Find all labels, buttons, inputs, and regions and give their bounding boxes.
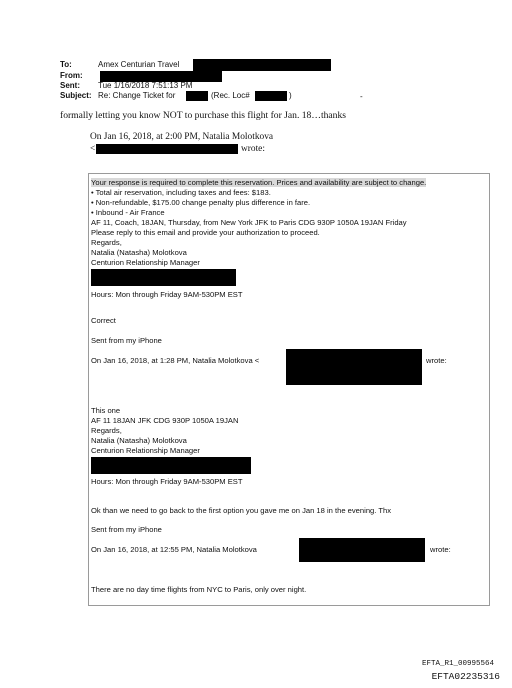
message1-bullet-total: • Total air reservation, including taxes and fees: $183. [91,188,271,197]
message3-flight: AF 11 18JAN JFK CDG 930P 1050A 19JAN [91,416,239,425]
subject-row [60,91,175,101]
message2-on-line: On Jan 16, 2018, at 1:28 PM, Natalia Molotkova < [91,356,260,365]
message1-reply-request: Please reply to this email and provide your authorization to proceed. [91,228,320,237]
to-label: To: [60,60,72,69]
stray-mark: - [360,92,363,101]
sent-row [60,81,192,91]
redaction-rec-loc [255,91,287,101]
subject-label: Subject: [60,91,92,100]
message1-name: Natalia (Natasha) Molotkova [91,248,187,257]
quote-intro-wrote: wrote: [241,144,265,154]
redaction-signature-2 [91,457,251,474]
redaction-signature-1 [91,269,236,286]
quote-intro-open: < [90,144,96,154]
redaction-subject-name [186,91,208,101]
message1-title: Centurion Relationship Manager [91,258,200,267]
footer-ref-1: EFTA_R1_00995564 [421,660,494,668]
message3-hours: Hours: Mon through Friday 9AM-530PM EST [91,477,243,486]
redaction-email [96,144,238,154]
message4-sent-from: Sent from my iPhone [91,525,162,534]
message1-bullet-inbound: • Inbound - Air France [91,208,165,217]
subject-mid: (Rec. Loc# [211,91,250,100]
message2-wrote: wrote: [426,356,447,365]
subject-prefix: Re: Change Ticket for [98,91,176,100]
subject-suffix: ) [289,91,292,100]
quoted-message-box [88,173,490,606]
message1-hours: Hours: Mon through Friday 9AM-530PM EST [91,290,243,299]
redaction-to [193,59,331,71]
footer-ref-2: EFTA02235316 [431,671,500,682]
reply-line: formally letting you know NOT to purchase this flight for Jan. 18…thanks [60,110,346,121]
from-label: From: [60,71,83,80]
message1-bullet-penalty: • Non-refundable, $175.00 change penalty plus difference in fare. [91,198,311,207]
message2-body: Correct [91,316,116,325]
message1-required [91,178,426,187]
to-value: Amex Centurian Travel [98,60,180,69]
message1-regards: Regards, [91,238,122,247]
message3-name: Natalia (Natasha) Molotkova [91,436,187,445]
message1-flight: AF 11, Coach, 18JAN, Thursday, from New York JFK to Paris CDG 930P 1050A 19JAN Friday [91,218,407,227]
redaction-email-3 [299,538,425,562]
redaction-email-2 [286,349,422,385]
message3-regards: Regards, [91,426,122,435]
message1-required-text: Your response is required to complete this reservation. Prices and availability are subject to change. [91,178,427,187]
to-row [60,60,179,70]
message3-title: Centurion Relationship Manager [91,446,200,455]
message3-line1: This one [91,406,121,415]
quote-intro-line1: On Jan 16, 2018, at 2:00 PM, Natalia Molotkova [90,132,274,142]
message4-on-line: On Jan 16, 2018, at 12:55 PM, Natalia Molotkova [91,545,257,554]
message5-body: There are no day time flights from NYC to Paris, only over night. [91,585,307,594]
sent-value: Tue 1/16/2018 7:51:13 PM [98,81,193,90]
from-row [60,71,98,81]
message2-sent-from: Sent from my iPhone [91,336,162,345]
message4-body: Ok than we need to go back to the first option you gave me on Jan 18 in the evening. Thx [91,506,392,515]
sent-label: Sent: [60,81,80,90]
message4-wrote: wrote: [430,545,451,554]
